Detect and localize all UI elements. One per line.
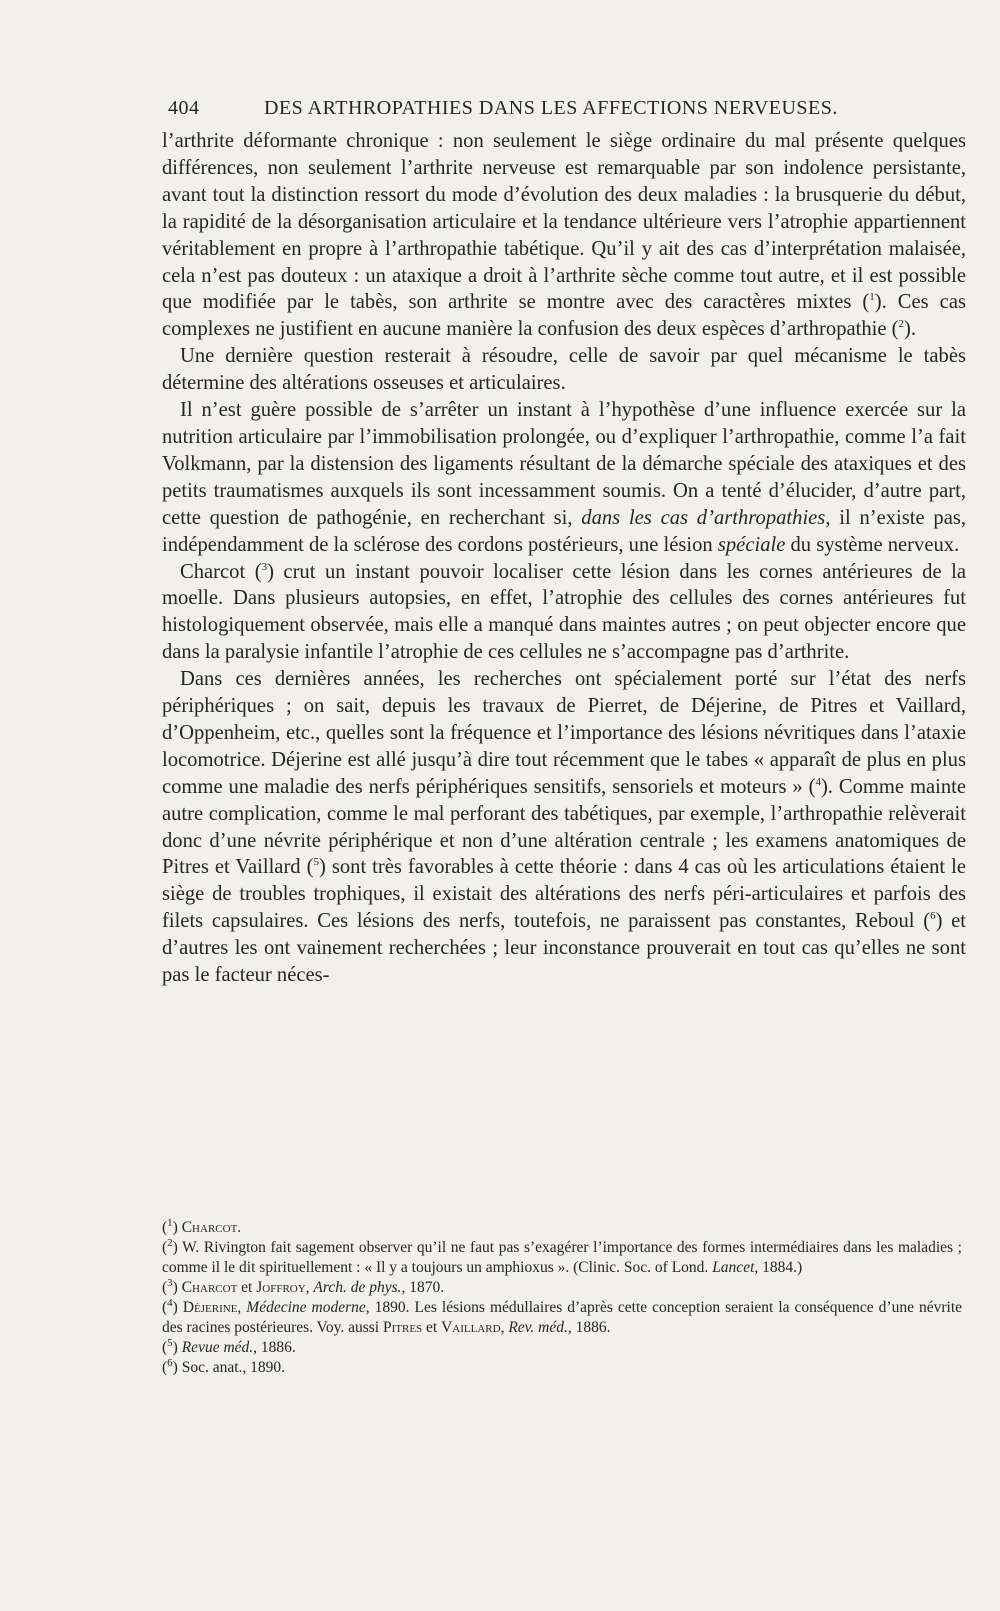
text-run: ) sont très favorables à cette théorie : dans 4 cas où les articulations étaient le siège de troubles trophiques, il existait des altérations des nerfs péri-articulaires et parfois des filets capsulaires. Ces lésions des nerfs, toutefois, ne paraissent pas constantes, Reboul ( [162,856,966,933]
footnote-number: 6 [167,1356,173,1369]
body-text [162,128,966,989]
text-run: , 1886. [567,1319,611,1336]
text-run: Il n’est guère possible de s’arrêter un instant à l’hypothèse d’une influence exercée sur la nutrition articulaire par l’immobilisation prolongée, ou d’expliquer l’arthropathie, comme l’a fait Volkmann, par la distension des ligaments résultant de la démarche spéciale des ataxiques et des petits traumatismes auxquels ils sont incessamment soumis. On a tenté d’élucider, d’autre part, cette question de pathogénie, en recherchant si, [162,399,966,529]
footnote-mark: ($^2$) [162,1236,183,1256]
paragraph [162,666,966,989]
text-run: l’arthrite déformante chronique : non seulement le siège ordinaire du mal présente quelques différences, non seulement l’arthrite nerveuse est remarquable par son indolence persistante, avant tout la distinction ressort du mode d’évolution des deux maladies : la brusquerie du début, la rapidité de la désorganisation articulaire et la tendance ultérieure vers l’atrophie appartiennent véritablement en propre à l’arthropathie tabétique. Qu’il y ait des cas d’interprétation malaisée, cela n’est pas douteux : un ataxique a droit à l’arthrite sèche comme tout autre, et il est possible que modifiée par le tabès, son arthrite se montre avec des caractères mixtes ( [162,130,966,314]
footnote-mark: ($^1$) [162,1216,182,1236]
footnote [162,1278,962,1298]
footnote-mark: ($^5$) [162,1336,182,1356]
footnote-mark: ($^6$) [162,1356,182,1376]
author-name: Charcot [181,1219,238,1236]
text-run: , 1890. Les lésions médullaires d’après cette conception seraient la conséquence d’une névrite des racines postérieures. Voy. aussi [162,1299,963,1336]
footnote-ref: 1 [869,291,875,304]
text-run: . [237,1219,242,1236]
italic-text: spéciale [717,533,786,556]
footnote-mark: ($^3$) [162,1276,182,1296]
italic-text: Revue méd. [181,1339,254,1356]
author-name: Charcot [181,1279,238,1296]
text-run: Dans ces dernières années, les recherches ont spécialement porté sur l’état des nerfs périphériques ; on sait, depuis les travaux de Pierret, de Déjerine, de Pitres et Vaillard, d’Oppenheim, etc., quelles sont la fréquence et l’importance des lésions névritiques dans l’ataxie locomotrice. Déjerine est allé jusqu’à dire tout récemment que le tabes « apparaît de plus en plus comme une maladie des nerfs périphériques sensitifs, sensoriels et moteurs » ( [162,668,966,798]
text-run: , [500,1319,509,1336]
text-run: Une dernière question resterait à résoudre, celle de savoir par quel mécanisme le tabès détermine des altérations osseuses et articulaires. [162,345,966,395]
italic-text: dans les cas d’arthropathies [581,506,826,529]
footnote-ref: 5 [313,856,319,869]
footnote-mark: ($^4$) [162,1296,183,1316]
footnote-ref: 4 [815,775,821,788]
footnote [162,1358,962,1378]
text-run: W. Rivington fait sagement observer qu’il ne faut pas s’exagérer l’importance des formes intermédiaires dans les maladies ; comme il le dit spirituellement : « Il y a toujours un amphioxus ». (Clinic. Soc. of Lond. [162,1239,962,1276]
paragraph [162,559,966,667]
footnote-number: 1 [167,1216,173,1229]
footnote-number: 5 [167,1336,173,1349]
italic-text: Lancet [712,1259,755,1276]
footnote [162,1298,962,1338]
footnote-ref: 3 [261,560,268,573]
paragraph [162,397,966,558]
author-name: Joffroy [256,1279,306,1296]
text-run: , [305,1279,314,1296]
text-run: , 1884.) [754,1259,803,1276]
italic-text: Médecine moderne [246,1299,366,1316]
text-run: ) crut un instant pouvoir localiser cette lésion dans les cornes antérieures de la moelle. Dans plusieurs autopsies, en effet, l’atrophie des cellules des cornes antérieures fut histologiquement observée, mais elle a manqué dans maintes autres ; on peut objecter encore que dans la paralysie infantile l’atrophie de ces cellules ne s’accompagne pas d’arthrite. [162,560,966,664]
footnote-ref: 2 [898,318,905,331]
text-run: Charcot ( [180,560,262,583]
author-name: Déjerine [182,1299,238,1316]
text-run: , [237,1299,247,1316]
text-run: ). [904,318,917,341]
footnote [162,1238,962,1278]
running-title: DES ARTHROPATHIES DANS LES AFFECTIONS NERVEUSES. [264,97,838,119]
text-run: ) et d’autres les ont vainement recherchées ; leur inconstance prouverait en tout cas qu’elles ne sont pas le facteur néces- [162,910,967,987]
footnote [162,1218,962,1238]
author-name: Pitres [382,1319,423,1336]
footnote-ref: 6 [930,910,936,923]
italic-text: Arch. de phys. [313,1279,402,1296]
footnote-number: 4 [167,1296,173,1309]
footnote [162,1338,962,1358]
text-run: ). Ces cas complexes ne justifient en aucune manière la confusion des deux espèces d’arthropathie ( [162,291,966,341]
text-run: , il n’existe pas, indépendamment de la sclérose des cordons postérieurs, une lésion [162,506,966,556]
text-run: Soc. anat., 1890. [181,1359,286,1376]
text-run: , 1870. [401,1279,445,1296]
italic-text: Rev. méd. [508,1319,568,1336]
footnote-number: 2 [167,1236,173,1249]
footnotes [162,1218,962,1378]
page-number: 404 [168,97,200,119]
text-run: et [237,1279,257,1296]
text-run: du système nerveux. [785,533,960,556]
text-run: , 1886. [253,1339,296,1356]
paragraph [162,343,966,397]
footnote-number: 3 [167,1276,173,1289]
paragraph [162,128,966,343]
text-run: et [422,1319,442,1336]
text-run: ). Comme mainte autre complication, comme le mal perforant des tabétiques, par exemple, l’arthropathie relèverait donc d’une névrite périphérique et non d’une altération centrale ; les examens anatomiques de Pitres et Vaillard ( [162,775,967,879]
author-name: Vaillard [441,1319,501,1336]
